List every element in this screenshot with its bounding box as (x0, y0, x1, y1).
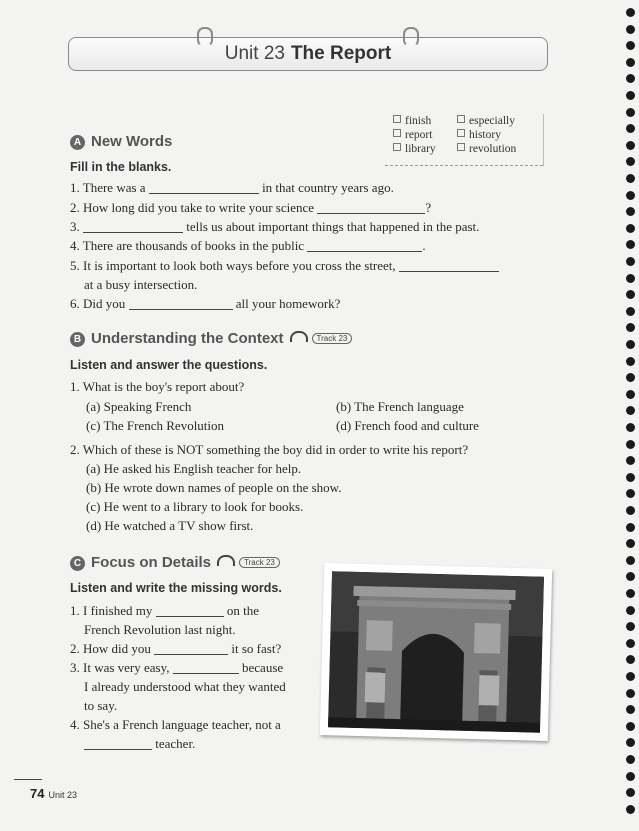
answer-blank[interactable] (307, 241, 422, 252)
spiral-dot (626, 456, 635, 465)
blank-item-5-cont: at a busy intersection. (84, 277, 198, 292)
spiral-dot (626, 290, 635, 299)
spiral-dot (626, 357, 635, 366)
spiral-dot (626, 805, 635, 814)
spiral-dot (626, 207, 635, 216)
detail-line: 2. How did you it so fast? (70, 641, 282, 656)
spiral-dot (626, 473, 635, 482)
answer-blank[interactable] (129, 299, 233, 310)
word-item: especially (457, 114, 516, 128)
spiral-dot (626, 689, 635, 698)
spiral-dot (626, 622, 635, 631)
section-c-instruction: Listen and write the missing words. (70, 581, 282, 595)
section-a-instruction: Fill in the blanks. (70, 160, 172, 174)
detail-line: 1. I finished my on the (70, 603, 259, 618)
spiral-dot (626, 257, 635, 266)
spiral-dot (626, 58, 635, 67)
question-1: 1. What is the boy's report about? (70, 379, 245, 394)
section-b-instruction: Listen and answer the questions. (70, 358, 268, 372)
track-badge[interactable]: Track 23 (312, 333, 353, 344)
spiral-dot (626, 639, 635, 648)
detail-line: to say. (84, 698, 118, 713)
word-item: revolution (457, 142, 516, 156)
section-badge: B (70, 332, 85, 347)
answer-blank[interactable] (84, 739, 152, 750)
section-b-heading (70, 330, 352, 347)
headphones-icon (217, 555, 235, 566)
blank-item-6: 6. Did you all your homework? (70, 296, 341, 311)
spiral-dot (626, 440, 635, 449)
page-number: 74 (30, 786, 45, 801)
spiral-dot (626, 738, 635, 747)
checkbox-icon (393, 115, 401, 123)
section-title: New Words (91, 133, 173, 150)
spiral-dot (626, 655, 635, 664)
detail-line: I already understood what they wanted (84, 679, 286, 694)
detail-line: French Revolution last night. (84, 622, 236, 637)
spiral-dot (626, 489, 635, 498)
spiral-dot (626, 108, 635, 117)
checkbox-icon (393, 129, 401, 137)
answer-blank[interactable] (399, 261, 499, 272)
option[interactable]: (a) Speaking French (86, 399, 192, 414)
detail-line: 3. It was very easy, because (70, 660, 284, 675)
answer-blank[interactable] (156, 606, 224, 617)
spiral-dot (626, 423, 635, 432)
photo-image (328, 571, 544, 732)
spiral-dot (626, 390, 635, 399)
spiral-dot (626, 74, 635, 83)
page-footer (30, 785, 77, 803)
spiral-dot (626, 307, 635, 316)
word-item: history (457, 128, 516, 142)
spiral-dot (626, 722, 635, 731)
spiral-dot (626, 174, 635, 183)
spiral-dot (626, 41, 635, 50)
spiral-dot (626, 606, 635, 615)
spiral-dot (626, 589, 635, 598)
spiral-dot (626, 572, 635, 581)
spiral-binding (625, 8, 637, 823)
spiral-dot (626, 91, 635, 100)
option[interactable]: (b) The French language (336, 399, 464, 414)
section-title: Focus on Details (91, 554, 212, 571)
option[interactable]: (c) He went to a library to look for books. (86, 499, 304, 514)
spiral-dot (626, 274, 635, 283)
option[interactable]: (a) He asked his English teacher for help. (86, 461, 302, 476)
spiral-dot (626, 556, 635, 565)
spiral-dot (626, 191, 635, 200)
spiral-dot (626, 157, 635, 166)
spiral-dot (626, 672, 635, 681)
title-banner (68, 37, 548, 71)
track-badge[interactable]: Track 23 (239, 557, 280, 568)
spiral-dot (626, 240, 635, 249)
word-item: library (393, 142, 436, 156)
answer-blank[interactable] (173, 663, 239, 674)
option[interactable]: (b) He wrote down names of people on the show. (86, 480, 342, 495)
spiral-dot (626, 506, 635, 515)
question-2: 2. Which of these is NOT something the boy did in order to write his report? (70, 442, 469, 457)
answer-blank[interactable] (149, 183, 259, 194)
spiral-dot (626, 772, 635, 781)
spiral-dot (626, 8, 635, 17)
blank-item-3: 3. tells us about important things that happened in the past. (70, 219, 480, 234)
checkbox-icon (457, 143, 465, 151)
arc-de-triomphe-photo (320, 563, 552, 741)
section-badge: A (70, 135, 85, 150)
blank-item-2: 2. How long did you take to write your science ? (70, 200, 432, 215)
section-c-heading (70, 554, 280, 571)
spiral-dot (626, 523, 635, 532)
option[interactable]: (c) The French Revolution (86, 418, 225, 433)
spiral-dot (626, 124, 635, 133)
spiral-dot (626, 705, 635, 714)
title-text: The Report (290, 43, 392, 64)
word-item: report (393, 128, 436, 142)
spiral-dot (626, 25, 635, 34)
detail-line: 4. She's a French language teacher, not a (70, 717, 281, 732)
footer-unit: Unit 23 (48, 790, 77, 800)
section-badge: C (70, 556, 85, 571)
spiral-dot (626, 406, 635, 415)
option[interactable]: (d) He watched a TV show first. (86, 518, 254, 533)
spiral-dot (626, 340, 635, 349)
word-item: finish (393, 114, 436, 128)
detail-line: teacher. (84, 736, 195, 752)
spiral-dot (626, 755, 635, 764)
arch-illustration (328, 571, 544, 732)
checkbox-icon (457, 129, 465, 137)
checkbox-icon (457, 115, 465, 123)
spiral-dot (626, 373, 635, 382)
headphones-icon (290, 331, 308, 342)
checkbox-icon (393, 143, 401, 151)
page-title (69, 43, 547, 65)
option[interactable]: (d) French food and culture (336, 418, 479, 433)
unit-label: Unit 23 (224, 43, 285, 64)
spiral-dot (626, 323, 635, 332)
torn-edge (385, 159, 543, 166)
spiral-dot (626, 141, 635, 150)
answer-blank[interactable] (83, 222, 183, 233)
answer-blank[interactable] (317, 203, 425, 214)
section-a-heading (70, 133, 172, 150)
blank-item-4: 4. There are thousands of books in the public . (70, 238, 426, 253)
footer-rule (14, 779, 42, 780)
spiral-dot (626, 788, 635, 797)
answer-blank[interactable] (154, 644, 228, 655)
blank-item-1: 1. There was a in that country years ago. (70, 180, 394, 195)
blank-item-5: 5. It is important to look both ways before you cross the street, (70, 258, 499, 274)
section-title: Understanding the Context (91, 330, 284, 347)
spiral-dot (626, 539, 635, 548)
word-box (385, 114, 544, 166)
spiral-dot (626, 224, 635, 233)
